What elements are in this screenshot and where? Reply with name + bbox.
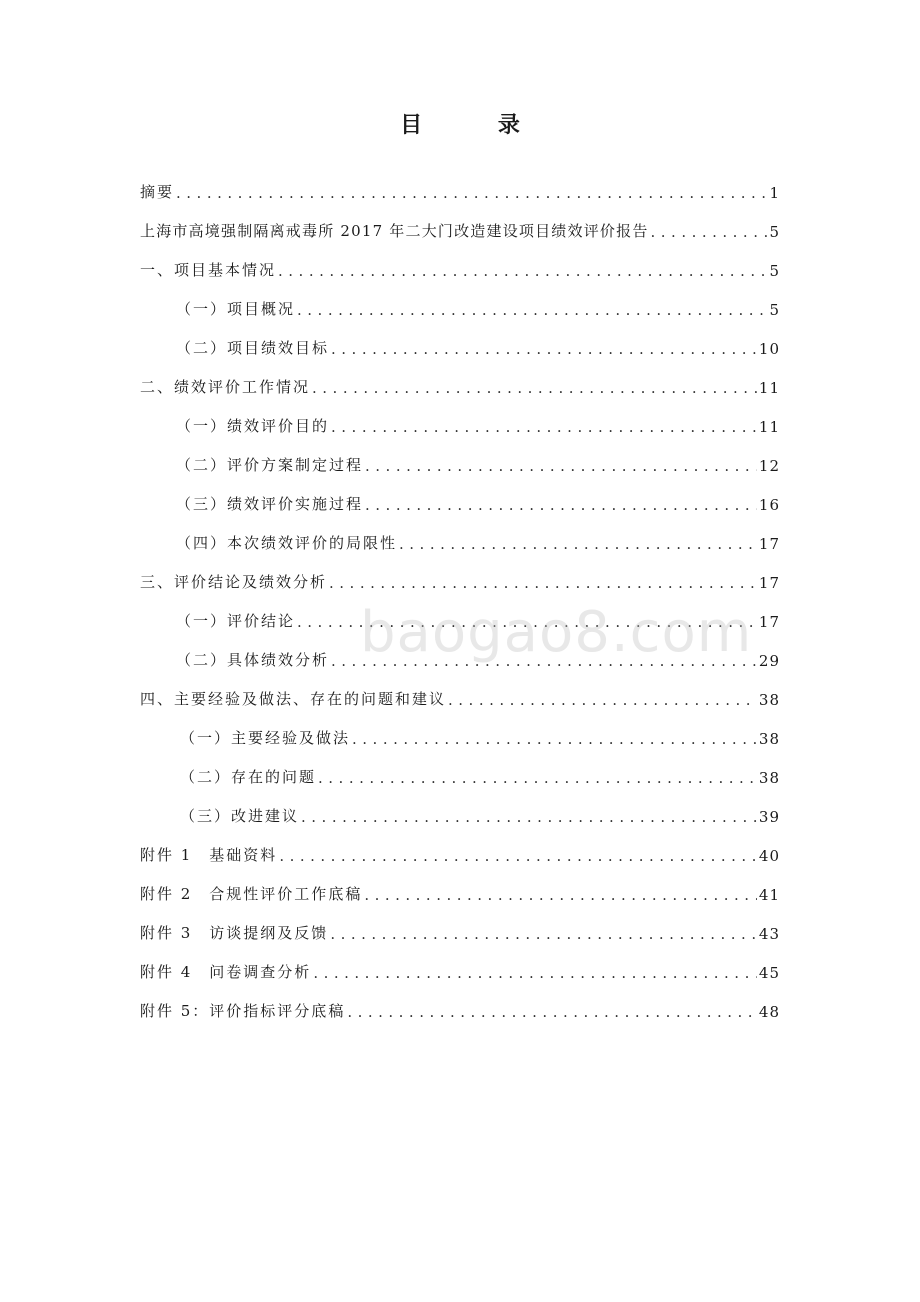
toc-entry-section-3[interactable] [140,566,780,592]
toc-leader-dots [347,1003,757,1021]
toc-entry-page: 5 [769,301,780,319]
toc-entry-section-2-3[interactable] [176,488,780,514]
toc-entry-section-4-2[interactable] [180,761,780,787]
toc-entry-page: 17 [758,535,780,553]
toc-entry-text: （一）绩效评价目的 [176,417,330,435]
toc-leader-dots [352,730,757,748]
toc-entry-page: 16 [758,496,780,514]
page-title: 目 录 [400,113,554,138]
toc-entry-text: （一）评价结论 [176,612,296,630]
toc-entry-text: 附件 3 访谈提纲及反馈 [140,924,329,942]
toc-entry-page: 11 [758,379,780,397]
toc-entry-page: 12 [758,457,780,475]
toc-entry-section-2-1[interactable] [176,410,780,436]
toc-leader-dots [279,847,757,865]
toc-entry-section-1-1[interactable] [176,293,780,319]
toc-leader-dots [330,925,757,943]
toc-entry-page: 43 [758,925,780,943]
toc-entry-page: 29 [758,652,780,670]
toc-leader-dots [331,340,757,358]
toc-leader-dots [365,496,757,514]
toc-entry-page: 38 [758,769,780,787]
toc-leader-dots [297,301,767,319]
toc-entry-page: 11 [758,418,780,436]
toc-entry-text: 三、评价结论及绩效分析 [140,573,328,591]
toc-entry-page: 1 [769,184,780,202]
toc-entry-text: （二）评价方案制定过程 [176,456,364,474]
toc-entry-page: 45 [758,964,780,982]
toc-entry-page: 38 [758,730,780,748]
toc-entry-section-4-1[interactable] [180,722,780,748]
toc-entry-page: 10 [758,340,780,358]
toc-entry-text: 上海市高境强制隔离戒毒所 2017 年二大门改造建设项目绩效评价报告 [140,222,649,240]
toc-entry-section-2-4[interactable] [176,527,780,553]
toc-entry-text: （二）具体绩效分析 [176,651,330,669]
toc-leader-dots [364,886,757,904]
toc-entry-page: 5 [769,223,780,241]
toc-leader-dots [399,535,757,553]
toc-leader-dots [312,379,757,397]
toc-entry-appendix-5[interactable] [140,995,780,1021]
toc-entry-text: （三）改进建议 [180,807,300,825]
toc-leader-dots [448,691,757,709]
toc-leader-dots [651,223,768,241]
toc-entry-page: 38 [758,691,780,709]
toc-leader-dots [329,574,757,592]
toc-leader-dots [301,808,757,826]
toc-leader-dots [278,262,767,280]
toc-entry-text: （二）项目绩效目标 [176,339,330,357]
toc-entry-text: （三）绩效评价实施过程 [176,495,364,513]
toc-entry-text: 附件 5：评价指标评分底稿 [140,1002,346,1020]
toc-entry-text: 一、项目基本情况 [140,261,277,279]
toc-entry-section-1[interactable] [140,254,780,280]
toc-entry-section-2[interactable] [140,371,780,397]
toc-entry-report-title[interactable] [140,215,780,241]
toc-entry-abstract[interactable] [140,176,780,202]
toc-entry-text: （四）本次绩效评价的局限性 [176,534,398,552]
toc-entry-text: 附件 1 基础资料 [140,846,278,864]
toc-entry-page: 39 [758,808,780,826]
toc-entry-page: 5 [769,262,780,280]
toc-entry-text: 附件 4 问卷调查分析 [140,963,312,981]
toc-entry-text: 四、主要经验及做法、存在的问题和建议 [140,690,447,708]
toc-entry-text: （一）项目概况 [176,300,296,318]
toc-entry-section-1-2[interactable] [176,332,780,358]
toc-entry-appendix-2[interactable] [140,878,780,904]
toc-entry-appendix-4[interactable] [140,956,780,982]
toc-entry-section-4-3[interactable] [180,800,780,826]
toc-entry-text: （二）存在的问题 [180,768,317,786]
toc-leader-dots [313,964,757,982]
toc-entry-text: （一）主要经验及做法 [180,729,351,747]
toc-entry-page: 17 [758,613,780,631]
toc-leader-dots [365,457,757,475]
toc-leader-dots [176,184,767,202]
toc-leader-dots [318,769,757,787]
watermark-text: baogao8.com [360,600,753,665]
toc-entry-text: 二、绩效评价工作情况 [140,378,311,396]
toc-entry-page: 17 [758,574,780,592]
toc-entry-section-4[interactable] [140,683,780,709]
toc-entry-page: 40 [758,847,780,865]
toc-entry-page: 48 [758,1003,780,1021]
toc-entry-appendix-3[interactable] [140,917,780,943]
toc-entry-appendix-1[interactable] [140,839,780,865]
toc-entry-page: 41 [758,886,780,904]
toc-entry-text: 摘要 [140,183,175,201]
toc-entry-section-2-2[interactable] [176,449,780,475]
toc-entry-text: 附件 2 合规性评价工作底稿 [140,885,363,903]
toc-leader-dots [331,418,757,436]
